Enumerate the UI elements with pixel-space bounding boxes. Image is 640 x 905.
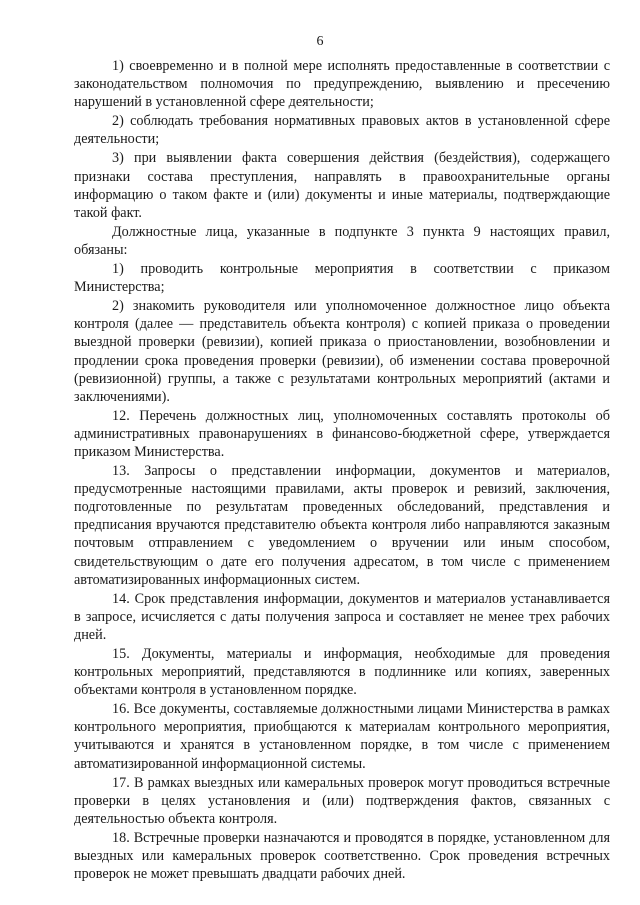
paragraph-item-12: 12. Перечень должностных лиц, уполномоченных составлять протоколы об административных правонарушениях в финансово-бюджетной сфере, утверждается приказом Министерства. [74, 407, 610, 460]
paragraph-item-13: 13. Запросы о представлении информации, документов и материалов, предусмотренные настоящими правилами, акты проверок и ревизий, заключения, подготовленные по результатам проведенных обследований, представления и предписания вручаются представителю объекта контроля либо направляются заказным почтовым отправлением с уведомлением о вручении или иным способом, свидетельствующим о дате его получения адресатом, в том числе с применением автоматизированных информационных систем. [74, 463, 610, 588]
paragraph-duty-3: 3) при выявлении факта совершения действия (бездействия), содержащего признаки состава преступления, направлять в правоохранительные органы информацию о таком факте и (или) документы и иные материалы, подтверждающие такой факт. [74, 150, 610, 221]
paragraph-obligation-1: 1) проводить контрольные мероприятия в соответствии с приказом Министерства; [74, 261, 610, 296]
paragraph-duty-2: 2) соблюдать требования нормативных правовых актов в установленной сфере деятельности; [74, 113, 610, 148]
paragraph-obligation-2: 2) знакомить руководителя или уполномоченное должностное лицо объекта контроля (далее — представитель объекта контроля) с копией приказа о проведении выездной проверки (ревизии), копией приказа о приостановлении, возобновлении и продлении срока проведения проверки (ревизии), об изменении состава проверочной (ревизионной) группы, а также с результатами контрольных мероприятий (актами и заключениями). [74, 298, 610, 405]
paragraph-item-14: 14. Срок представления информации, документов и материалов устанавливается в запросе, исчисляется с даты получения запроса и составляет не менее трех рабочих дней. [74, 590, 610, 643]
paragraph-officials-obliged: Должностные лица, указанные в подпункте 3 пункта 9 настоящих правил, обязаны: [74, 223, 610, 258]
paragraph-item-18: 18. Встречные проверки назначаются и проводятся в порядке, установленном для выездных или камеральных проверок соответственно. Срок проведения встречных проверок не может превышать двадцати рабочих дней. [74, 829, 610, 883]
paragraph-item-17: 17. В рамках выездных или камеральных проверок могут проводиться встречные проверки в целях установления и (или) подтверждения фактов, связанных с деятельностью объекта контроля. [74, 774, 610, 827]
page-number: 6 [316, 34, 324, 49]
paragraph-item-16: 16. Все документы, составляемые должностными лицами Министерства в рамках контрольного мероприятия, приобщаются к материалам контрольного мероприятия, учитываются и хранятся в установленном порядке, в том числе с применением автоматизированной информационной системы. [74, 701, 610, 772]
document-body [74, 57, 610, 884]
paragraph-duty-1: 1) своевременно и в полной мере исполнять предоставленные в соответствии с законодательством полномочия по предупреждению, выявлению и пресечению нарушений в установленной сфере деятельности; [74, 58, 610, 111]
paragraph-item-15: 15. Документы, материалы и информация, необходимые для проведения контрольных мероприятий, представляются в подлиннике или копиях, заверенных объектами контроля в установленном порядке. [74, 646, 610, 699]
